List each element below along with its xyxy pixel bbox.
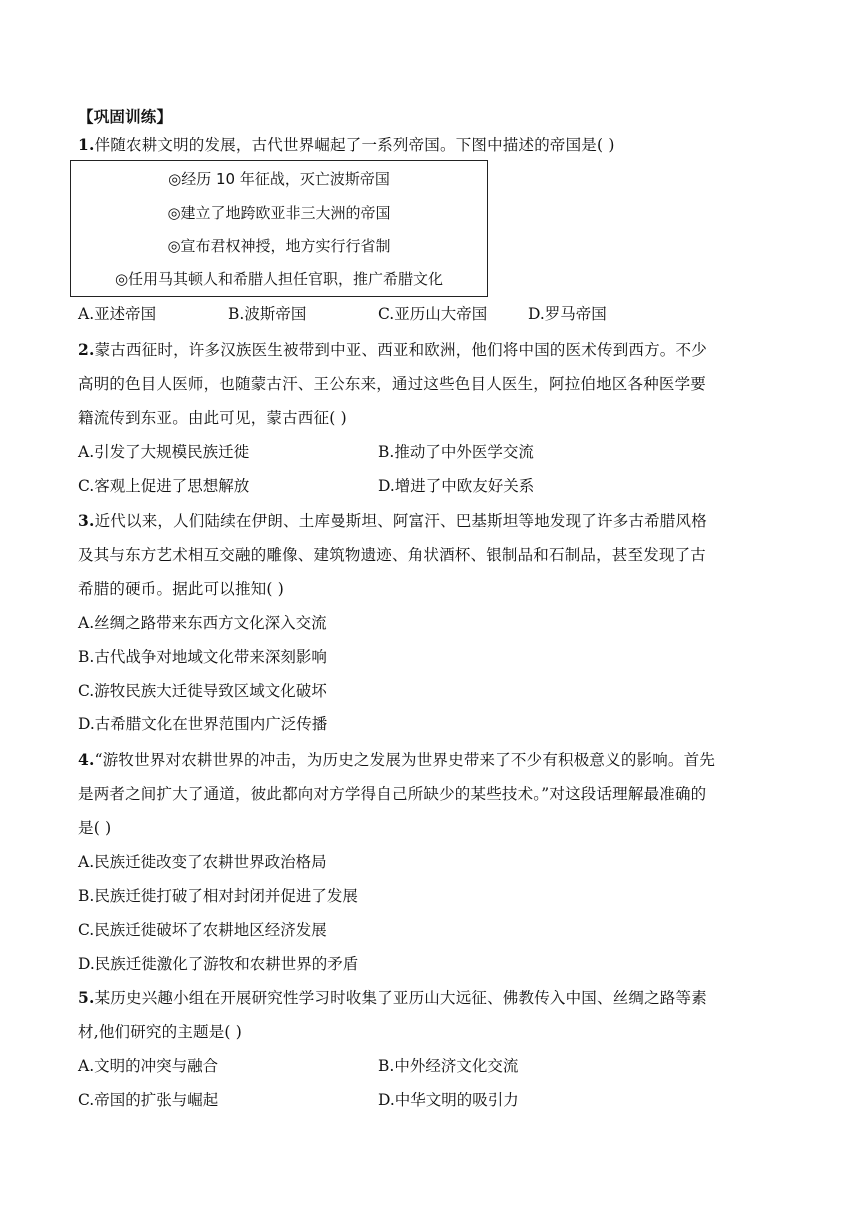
question-4-option-d: D.民族迁徙激化了游牧和农耕世界的矛盾	[78, 955, 359, 973]
question-number: 2.	[78, 340, 95, 359]
question-3-option-b: B.古代战争对地域文化带来深刻影响	[78, 648, 327, 666]
question-4-stem-line: 是( )	[78, 819, 112, 837]
question-2-stem-line: 高明的色目人医师，也随蒙古汗、王公东来，通过这些色目人医生，阿拉伯地区各种医学要	[78, 375, 707, 393]
question-2-stem-line: 籍流传到东亚。由此可见，蒙古西征( )	[78, 409, 347, 427]
question-3-option-c: C.游牧民族大迁徙导致区域文化破坏	[78, 682, 327, 700]
info-box-line: ◎任用马其顿人和希腊人担任官职，推广希腊文化	[114, 270, 444, 288]
question-1-option-c: C.亚历山大帝国	[378, 305, 488, 323]
question-5-stem: 5.某历史兴趣小组在开展研究性学习时收集了亚历山大远征、佛教传入中国、丝绸之路等素	[78, 988, 707, 1007]
question-5-option-d: D.中华文明的吸引力	[378, 1091, 519, 1109]
question-1-option-b: B.波斯帝国	[228, 305, 307, 323]
question-2-option-b: B.推动了中外医学交流	[378, 443, 534, 461]
question-2-option-a: A.引发了大规模民族迁徙	[78, 443, 250, 461]
section-title: 【巩固训练】	[78, 107, 173, 126]
question-2-option-c: C.客观上促进了思想解放	[78, 477, 250, 495]
question-3-stem-line: 及其与东方艺术相互交融的雕像、建筑物遗迹、角状酒杯、银制品和石制品，甚至发现了古	[78, 546, 707, 564]
question-1-stem: 1.伴随农耕文明的发展，古代世界崛起了一系列帝国。下图中描述的帝国是( )	[78, 135, 615, 154]
question-3-stem: 3.近代以来，人们陆续在伊朗、土库曼斯坦、阿富汗、巴基斯坦等地发现了许多古希腊风格	[78, 511, 707, 530]
question-5-stem-line: 材,他们研究的主题是( )	[78, 1023, 243, 1041]
question-number: 5.	[78, 988, 95, 1007]
question-4-option-b: B.民族迁徙打破了相对封闭并促进了发展	[78, 887, 358, 905]
question-4-option-c: C.民族迁徙破坏了农耕地区经济发展	[78, 921, 327, 939]
question-5-option-a: A.文明的冲突与融合	[78, 1057, 219, 1075]
question-5-option-b: B.中外经济文化交流	[378, 1057, 519, 1075]
question-4-stem: 4.“游牧世界对农耕世界的冲击，为历史之发展为世界史带来了不少有积极意义的影响。首先	[78, 750, 716, 769]
question-1-option-a: A.亚述帝国	[78, 305, 157, 323]
question-number: 3.	[78, 511, 95, 530]
question-1-option-d: D.罗马帝国	[528, 305, 607, 323]
question-4-option-a: A.民族迁徙改变了农耕世界政治格局	[78, 853, 327, 871]
question-4-stem-line: 是两者之间扩大了通道，彼此都向对方学得自己所缺少的某些技术。”对这段话理解最准确的	[78, 785, 707, 803]
question-3-option-d: D.古希腊文化在世界范围内广泛传播	[78, 715, 328, 733]
info-box-line: ◎宣布君权神授，地方实行行省制	[167, 237, 391, 255]
info-box-line: ◎经历 10 年征战，灭亡波斯帝国	[168, 170, 390, 188]
question-2-option-d: D.增进了中欧友好关系	[378, 477, 535, 495]
question-number: 1.	[78, 135, 95, 154]
info-box-line: ◎建立了地跨欧亚非三大洲的帝国	[167, 204, 391, 222]
question-5-option-c: C.帝国的扩张与崛起	[78, 1091, 219, 1109]
question-2-stem: 2.蒙古西征时，许多汉族医生被带到中亚、西亚和欧洲，他们将中国的医术传到西方。不少	[78, 340, 707, 359]
question-3-stem-line: 希腊的硬币。据此可以推知( )	[78, 580, 285, 598]
question-1-info-box	[70, 160, 488, 297]
question-3-option-a: A.丝绸之路带来东西方文化深入交流	[78, 614, 327, 632]
question-number: 4.	[78, 750, 95, 769]
